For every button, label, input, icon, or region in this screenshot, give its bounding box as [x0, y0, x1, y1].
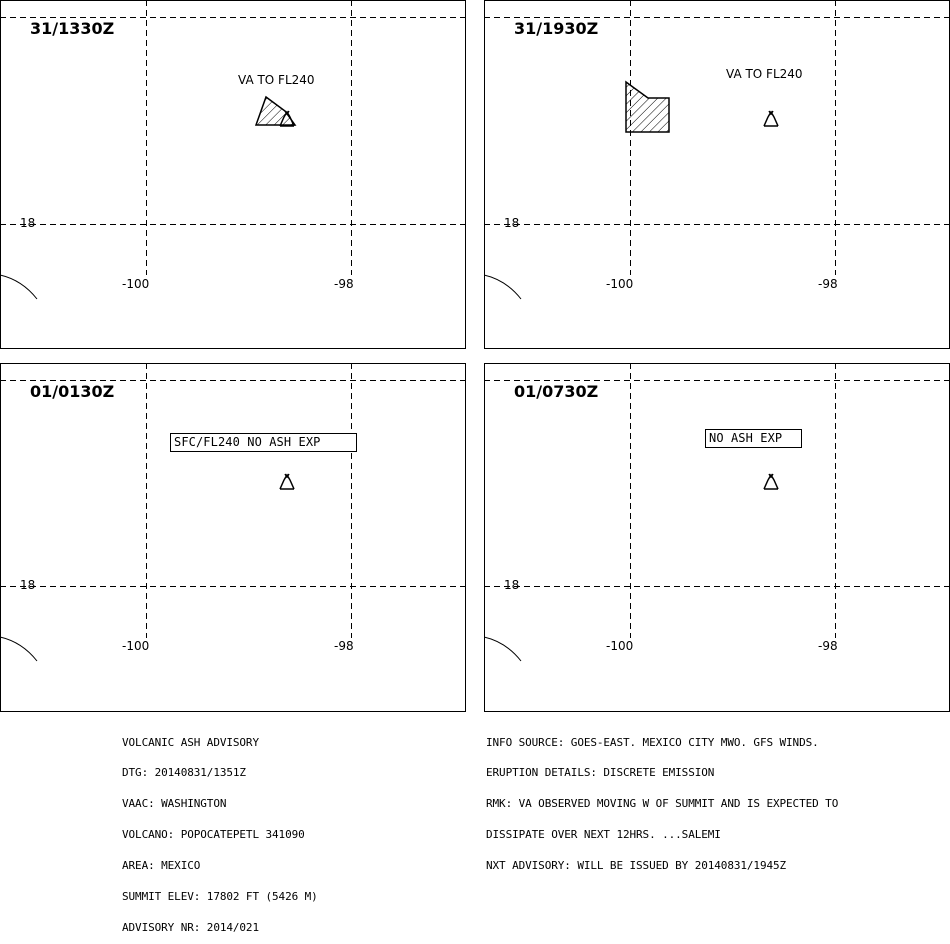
- lat-label: 18: [504, 216, 520, 230]
- map-canvas: [0, 0, 466, 349]
- map-canvas: [484, 363, 950, 712]
- advisory-summit-elev: SUMMIT ELEV: 17802 FT (5426 M): [122, 890, 318, 904]
- ash-label: NO ASH EXP: [709, 431, 783, 445]
- lon-label-100: -100: [122, 639, 150, 653]
- panel-border: [1, 364, 466, 712]
- valid-time: 01/0730Z: [514, 382, 599, 401]
- advisory-volcano: VOLCANO: POPOCATEPETL 341090: [122, 828, 305, 842]
- lat-label: 18: [20, 216, 36, 230]
- lon-label-98: -98: [818, 277, 838, 291]
- valid-time: 31/1930Z: [514, 19, 599, 38]
- lon-label-98: -98: [818, 639, 838, 653]
- map-canvas: [484, 0, 950, 349]
- valid-time: 31/1330Z: [30, 19, 115, 38]
- lon-label-98: -98: [334, 277, 354, 291]
- map-panel-1: [0, 0, 466, 349]
- advisory-vaac: VAAC: WASHINGTON: [122, 797, 227, 811]
- panel-border: [1, 1, 466, 349]
- lat-label: 18: [504, 578, 520, 592]
- map-panel-2: [484, 0, 950, 349]
- valid-time: 01/0130Z: [30, 382, 115, 401]
- lon-label-98: -98: [334, 639, 354, 653]
- advisory-info-block: [486, 717, 838, 882]
- lat-label: 18: [20, 578, 36, 592]
- advisory-dtg: DTG: 20140831/1351Z: [122, 766, 246, 780]
- ash-label: VA TO FL240: [726, 67, 803, 81]
- map-panel-3: [0, 363, 466, 712]
- map-panel-4: [484, 363, 950, 712]
- info-source: INFO SOURCE: GOES-EAST. MEXICO CITY MWO. GFS WINDS.: [486, 735, 819, 749]
- panel-border: [485, 1, 950, 349]
- lon-label-100: -100: [606, 639, 634, 653]
- remarks-line-2: DISSIPATE OVER NEXT 12HRS. ...SALEMI: [486, 828, 721, 842]
- advisory-area: AREA: MEXICO: [122, 859, 201, 873]
- advisory-number: ADVISORY NR: 2014/021: [122, 920, 259, 934]
- panel-border: [485, 364, 950, 712]
- advisory-header-block: [122, 717, 318, 944]
- map-canvas: [0, 363, 466, 712]
- next-advisory: NXT ADVISORY: WILL BE ISSUED BY 20140831/1945Z: [486, 859, 787, 873]
- lon-label-100: -100: [122, 277, 150, 291]
- ash-label: VA TO FL240: [238, 73, 315, 87]
- ash-label: SFC/FL240 NO ASH EXP: [174, 435, 321, 449]
- advisory-title: VOLCANIC ASH ADVISORY: [122, 735, 259, 749]
- lon-label-100: -100: [606, 277, 634, 291]
- remarks-line-1: RMK: VA OBSERVED MOVING W OF SUMMIT AND IS EXPECTED TO: [486, 797, 839, 811]
- eruption-details: ERUPTION DETAILS: DISCRETE EMISSION: [486, 766, 715, 780]
